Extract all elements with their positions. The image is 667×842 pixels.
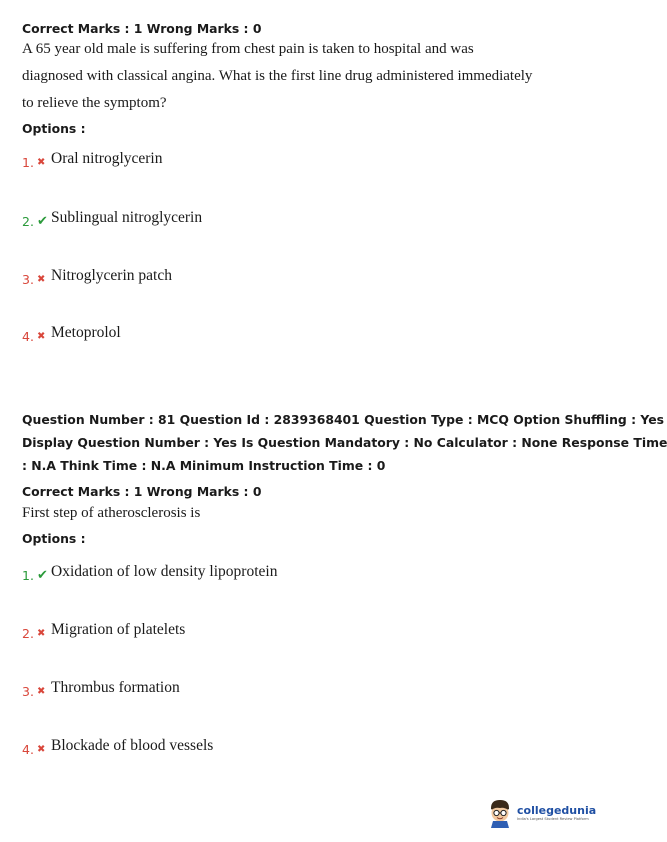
question-text-line: diagnosed with classical angina. What is the first line drug administered immediately xyxy=(22,68,533,84)
question-text-line: to relieve the symptom? xyxy=(22,95,167,111)
option-text: Metoprolol xyxy=(51,324,121,341)
option-item xyxy=(22,207,202,229)
cross-icon: ✖ xyxy=(37,273,46,285)
option-text: Oxidation of low density lipoprotein xyxy=(51,563,278,580)
cross-icon: ✖ xyxy=(37,627,46,639)
option-number: 3. xyxy=(22,271,34,287)
logo-brand-name: collegedunia xyxy=(517,803,597,817)
question-info-line: Display Question Number : Yes Is Question Mandatory : No Calculator : None Response Time xyxy=(22,435,667,450)
option-item xyxy=(22,561,277,583)
collegedunia-logo xyxy=(487,798,596,828)
option-item xyxy=(22,735,213,757)
option-item xyxy=(22,677,180,699)
correct-marks-q2: Correct Marks : 1 Wrong Marks : 0 xyxy=(22,484,262,499)
option-item xyxy=(22,148,162,170)
option-number: 4. xyxy=(22,741,34,757)
option-number: 1. xyxy=(22,567,34,583)
cross-icon: ✖ xyxy=(37,685,46,697)
question-text-line: A 65 year old male is suffering from chest pain is taken to hospital and was xyxy=(22,41,474,57)
question-info-line: : N.A Think Time : N.A Minimum Instruction Time : 0 xyxy=(22,458,386,473)
option-text: Oral nitroglycerin xyxy=(51,150,163,167)
logo-tagline: India's Largest Student Review Platform xyxy=(517,816,589,821)
option-number: 2. xyxy=(22,213,34,229)
question-text-line: First step of atherosclerosis is xyxy=(22,505,201,521)
options-label: Options : xyxy=(22,531,86,546)
correct-marks-q1: Correct Marks : 1 Wrong Marks : 0 xyxy=(22,21,262,36)
cross-icon: ✖ xyxy=(37,156,46,168)
check-icon: ✔ xyxy=(37,567,48,583)
check-icon: ✔ xyxy=(37,213,48,229)
cross-icon: ✖ xyxy=(37,330,46,342)
cross-icon: ✖ xyxy=(37,743,46,755)
question-info-line: Question Number : 81 Question Id : 2839368401 Question Type : MCQ Option Shuffling : Yes xyxy=(22,412,664,427)
option-text: Blockade of blood vessels xyxy=(51,737,214,754)
student-mascot-icon xyxy=(487,798,513,828)
options-label: Options : xyxy=(22,121,86,136)
option-item xyxy=(22,265,172,287)
option-number: 3. xyxy=(22,683,34,699)
option-number: 2. xyxy=(22,625,34,641)
option-number: 4. xyxy=(22,328,34,344)
option-text: Sublingual nitroglycerin xyxy=(51,209,203,226)
option-number: 1. xyxy=(22,154,34,170)
option-text: Thrombus formation xyxy=(51,679,180,696)
option-item xyxy=(22,322,121,344)
option-text: Migration of platelets xyxy=(51,621,186,638)
option-text: Nitroglycerin patch xyxy=(51,267,172,284)
option-item xyxy=(22,619,185,641)
